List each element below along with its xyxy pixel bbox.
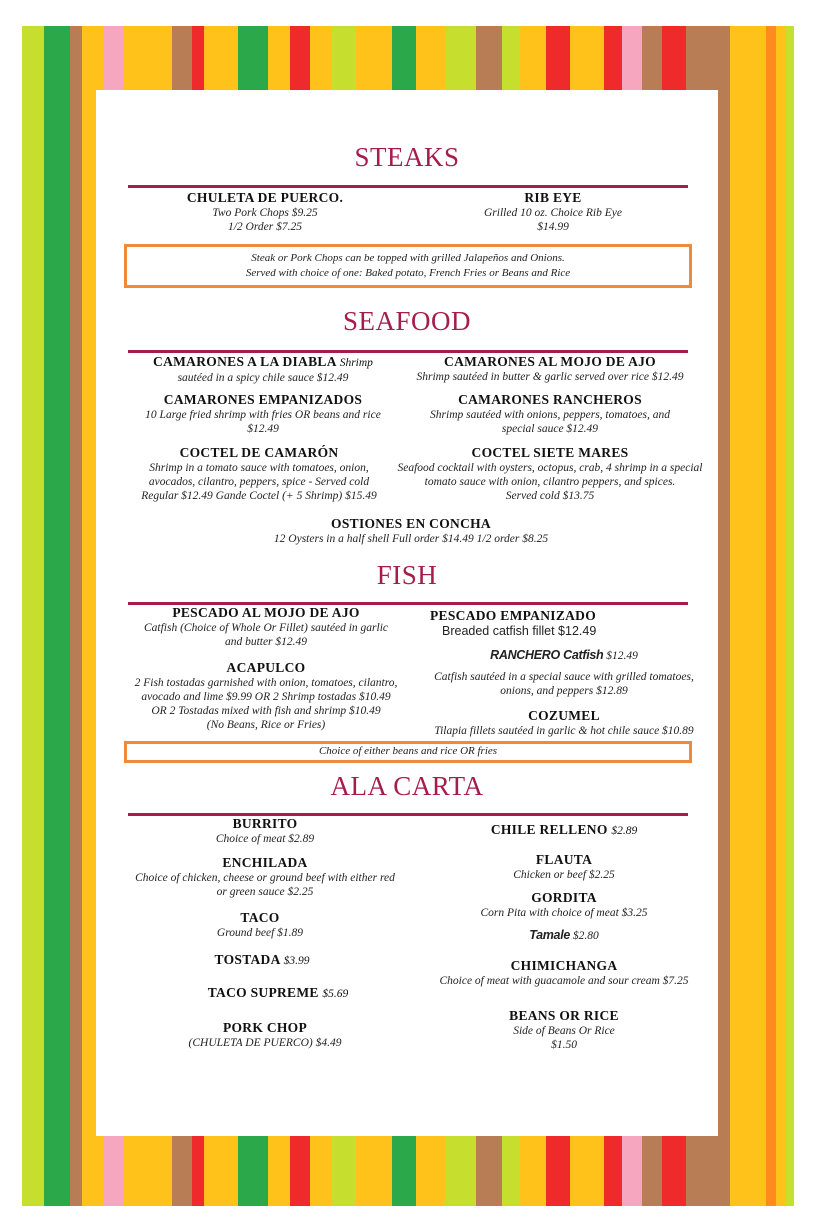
- item-desc: Choice of meat with guacamole and sour cream $7.25: [439, 975, 689, 987]
- item-name: TACO: [240, 910, 280, 925]
- item-name: TOSTADA $3.99: [214, 952, 310, 967]
- item-name: RIB EYE: [524, 190, 582, 205]
- item-name: CAMARONES RANCHEROS: [458, 392, 642, 407]
- coctel-item: [128, 445, 390, 503]
- tamale-item: [432, 927, 696, 944]
- item-name: ENCHILADA: [222, 855, 308, 870]
- steaks-title: STEAKS: [354, 142, 460, 172]
- item-desc: 10 Large fried shrimp with fries OR beans and rice: [145, 409, 381, 421]
- item-desc: Regular $12.49 Gande Coctel (+ 5 Shrimp) $15.49: [141, 490, 377, 502]
- taco-item: [130, 910, 390, 940]
- item-desc: (CHULETA DE PUERCO) $4.49: [188, 1037, 342, 1049]
- item-name: RANCHERO Catfish: [490, 648, 604, 662]
- item-name: COCTEL SIETE MARES: [471, 445, 629, 460]
- item-name: COCTEL DE CAMARÓN: [179, 445, 339, 460]
- steaks-note: [124, 244, 692, 288]
- item-desc: 12 Oysters in a half shell Full order $14.49 1/2 order $8.25: [273, 533, 549, 545]
- item-desc: Choice of meat $2.89: [215, 833, 315, 845]
- item-desc: Tilapia fillets sautéed in garlic & hot chile sauce $10.89: [434, 725, 694, 737]
- item-desc: Chicken or beef $2.25: [513, 869, 615, 881]
- stripe: [44, 26, 70, 1206]
- item-desc: 2 Fish tostadas garnished with onion, tomatoes, cilantro,: [134, 677, 398, 689]
- item-name: CAMARONES AL MOJO DE AJO: [444, 354, 656, 369]
- item-name: OSTIONES EN CONCHA: [331, 516, 491, 531]
- acapulco-item: [128, 660, 404, 732]
- item-name: CHULETA DE PUERCO.: [186, 190, 344, 205]
- item-name: CHILE RELLENO $2.89: [490, 822, 638, 837]
- item-desc: sautéed in a spicy chile sauce $12.49: [177, 372, 349, 384]
- item-desc: Choice of chicken, cheese or ground beef with either red: [135, 872, 395, 884]
- enchilada-item: [130, 855, 400, 899]
- stripe: [70, 26, 82, 1206]
- rancheros-item: [400, 392, 700, 436]
- fish-note: [124, 741, 692, 763]
- item-desc: $14.99: [537, 221, 569, 233]
- item-desc: OR 2 Tostadas mixed with fish and shrimp $10.49: [151, 705, 381, 717]
- taco-supreme-item: [148, 985, 408, 1002]
- item-name: FLAUTA: [535, 852, 593, 867]
- empanizados-item: [128, 392, 398, 436]
- stripe: [766, 26, 776, 1206]
- item-name: CAMARONES EMPANIZADOS: [163, 392, 363, 407]
- alacarta-title: ALA CARTA: [330, 771, 484, 801]
- tostada-item: [130, 952, 394, 969]
- item-price: $3.99: [283, 955, 310, 967]
- item-desc: onions, and peppers $12.89: [500, 685, 628, 697]
- stripe: [786, 26, 794, 1206]
- item-desc: Served cold $13.75: [505, 490, 595, 502]
- item-desc: avocado and lime $9.99 OR 2 Shrimp tostadas $10.49: [141, 691, 391, 703]
- item-desc: Two Pork Chops $9.25: [212, 207, 318, 219]
- item-name: PORK CHOP: [222, 1020, 308, 1035]
- item-price: $2.80: [572, 930, 599, 942]
- item-name: ACAPULCO: [226, 660, 306, 675]
- item-name: COZUMEL: [528, 708, 600, 723]
- item-name: BEANS OR RICE: [509, 1008, 619, 1023]
- item-name: TACO SUPREME $5.69: [207, 985, 349, 1000]
- item-name: Tamale: [529, 928, 571, 942]
- item-name: BURRITO: [232, 816, 298, 831]
- siete-item: [394, 445, 706, 503]
- item-desc: or green sauce $2.25: [216, 886, 314, 898]
- item-desc: Shrimp in a tomato sauce with tomatoes, onion,: [149, 462, 369, 474]
- chuleta-item: [130, 190, 400, 234]
- item-desc: Catfish (Choice of Whole Or Fillet) sautéed in garlic: [143, 622, 389, 634]
- stripe: [22, 26, 44, 1206]
- item-desc: Shrimp sautéed with onions, peppers, tomatoes, and: [430, 409, 670, 421]
- ostiones-item: [196, 516, 626, 546]
- seafood-title: SEAFOOD: [342, 306, 472, 336]
- item-desc: Breaded catfish fillet $12.49: [442, 624, 597, 638]
- empanizado-item: [430, 608, 630, 638]
- item-desc: Shrimp sautéed in butter & garlic served over rice $12.49: [416, 371, 684, 383]
- gordita-item: [432, 890, 696, 920]
- item-desc: Seafood cocktail with oysters, octopus, crab, 4 shrimp in a special: [397, 462, 703, 474]
- item-desc: special sauce $12.49: [501, 423, 599, 435]
- item-desc: (No Beans, Rice or Fries): [206, 719, 326, 731]
- diabla-item: [128, 354, 398, 385]
- fish-title: FISH: [376, 560, 438, 590]
- mojo-item: [400, 354, 700, 384]
- item-price: $12.49: [606, 650, 638, 662]
- note-line: Served with choice of one: Baked potato, French Fries or Beans and Rice: [245, 267, 571, 279]
- item-inline-desc: Shrimp: [339, 357, 373, 369]
- ribeye-item: [418, 190, 688, 234]
- stripe: [776, 26, 786, 1206]
- item-desc: $12.49: [247, 423, 279, 435]
- item-desc: Corn Pita with choice of meat $3.25: [480, 907, 648, 919]
- item-name: GORDITA: [531, 890, 597, 905]
- item-name-line: [414, 647, 714, 664]
- burrito-item: [130, 816, 400, 846]
- item-desc: 1/2 Order $7.25: [227, 221, 302, 233]
- item-desc: and butter $12.49: [224, 636, 308, 648]
- item-desc: tomato sauce with onion, cilantro peppers, and spices.: [424, 476, 676, 488]
- cozumel-item: [414, 708, 714, 738]
- item-desc: avocados, cilantro, peppers, spice - Served cold: [148, 476, 370, 488]
- pork-chop-item: [130, 1020, 400, 1050]
- item-price: $2.89: [611, 825, 638, 837]
- item-name: PESCADO EMPANIZADO: [430, 608, 597, 623]
- steaks-rule: [128, 185, 688, 188]
- item-name-line: [432, 927, 696, 944]
- beans-item: [432, 1008, 696, 1052]
- stripe: [730, 26, 766, 1206]
- note-line: Choice of either beans and rice OR fries: [318, 745, 498, 757]
- item-name: CHIMICHANGA: [510, 958, 618, 973]
- item-name: PESCADO AL MOJO DE AJO: [172, 605, 360, 620]
- pescado-mojo-item: [128, 605, 404, 649]
- chile-item: [432, 822, 696, 839]
- seafood-rule: [128, 350, 688, 353]
- item-desc: Ground beef $1.89: [216, 927, 304, 939]
- note-line: Steak or Pork Chops can be topped with grilled Jalapeños and Onions.: [251, 252, 565, 264]
- flauta-item: [432, 852, 696, 882]
- item-desc: Grilled 10 oz. Choice Rib Eye: [484, 207, 622, 219]
- ranchero-item: [414, 647, 714, 698]
- item-desc: Catfish sautéed in a special sauce with grilled tomatoes,: [434, 671, 694, 683]
- item-desc: $1.50: [551, 1039, 577, 1051]
- item-name: CAMARONES A LA DIABLA Shrimp: [153, 354, 373, 369]
- item-price: $5.69: [322, 988, 349, 1000]
- item-desc: Side of Beans Or Rice: [513, 1025, 615, 1037]
- chimichanga-item: [424, 958, 704, 988]
